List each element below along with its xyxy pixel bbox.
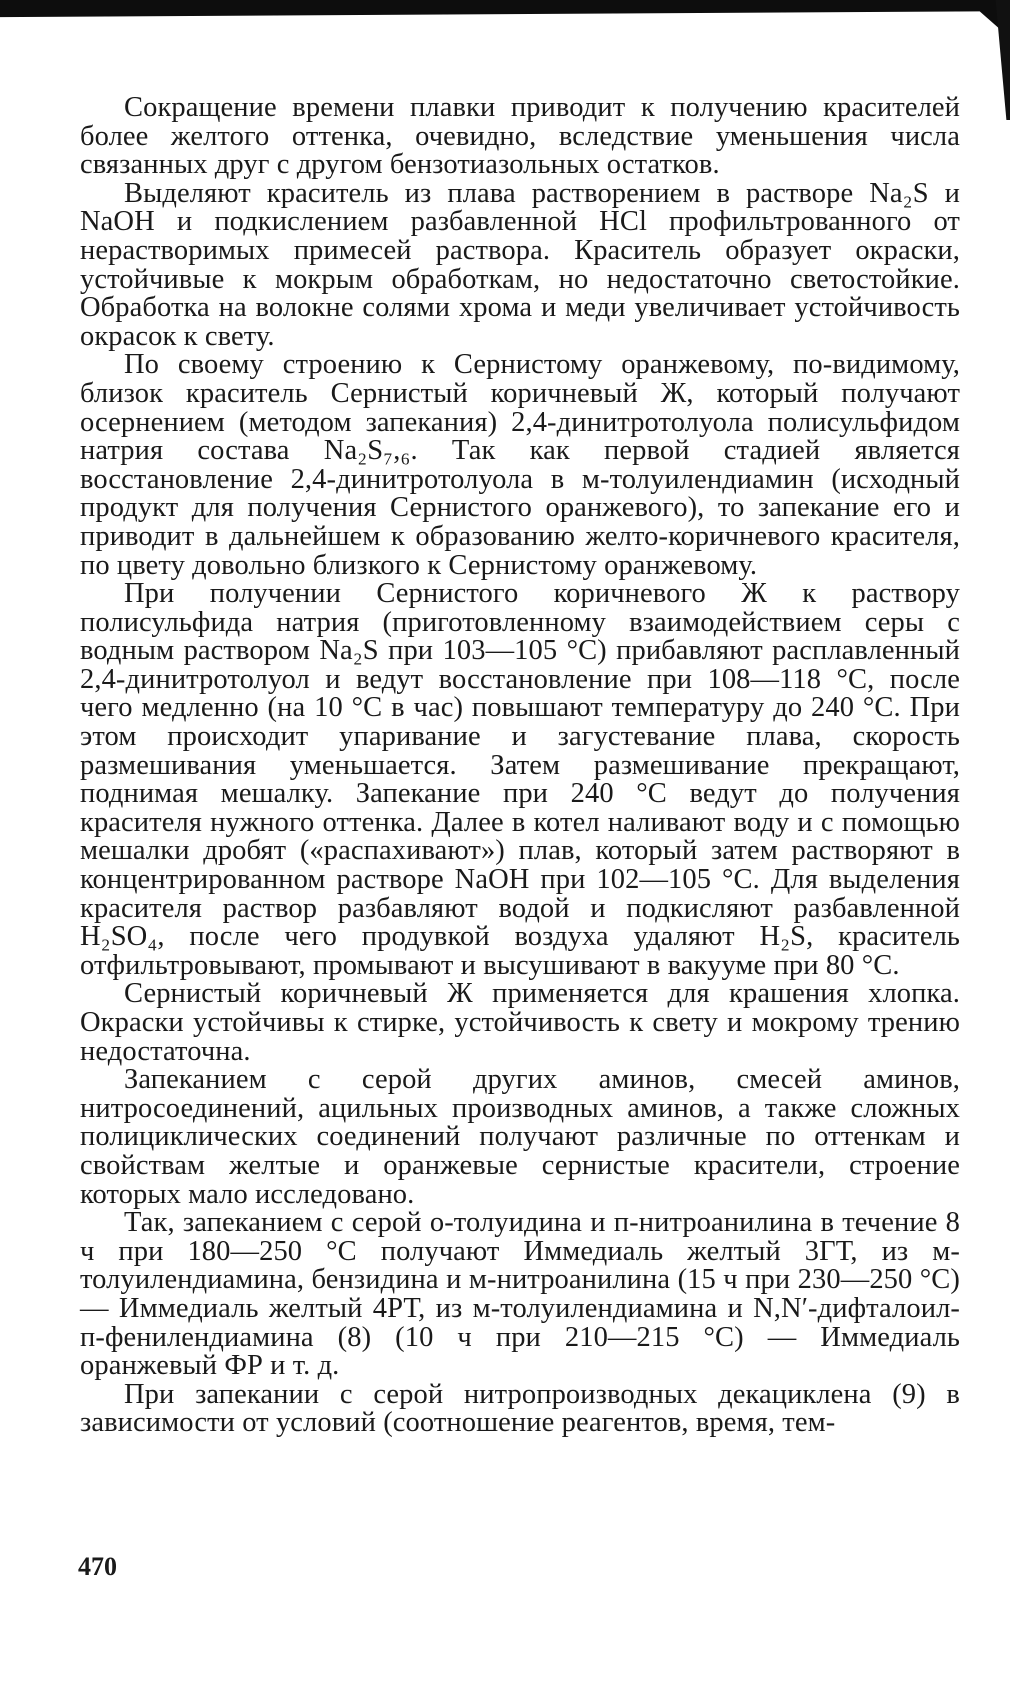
paragraph: По своему строению к Сернистому оранжевому, по-видимому, близок краситель Сернистый коричневый Ж, который получают осернением (методом запекания) 2,4-динитротолуола полисульфидом натрия состава Na₂S₇,₆. Так как первой стадией является восстановление 2,4-динитротолуола в м-толуилендиамин (исходный продукт для получения Сернистого оранжевого), то запекание его и приводит в дальнейшем к образованию желто-коричневого красителя, по цвету довольно близкого к Сернистому оранжевому. <box>80 349 960 581</box>
paragraph: Запеканием с серой других аминов, смесей аминов, нитросоединений, ацильных производных аминов, а также сложных полициклических соединений получают различные по оттенкам и свойствам желтые и оранжевые сернистые красители, строение которых мало исследовано. <box>80 1064 960 1210</box>
paragraph: При запекании с серой нитропроизводных декациклена (9) в зависимости от условий (соотношение реагентов, время, тем- <box>80 1378 960 1439</box>
paragraph: Сернистый коричневый Ж применяется для крашения хлопка. Окраски устойчивы к стирке, устойчивость к свету и мокрому трению недостаточна. <box>80 978 960 1067</box>
page-number: 470 <box>78 1552 117 1581</box>
paragraph: Так, запеканием с серой о-толуидина и п-нитроанилина в течение 8 ч при 180—250 °С получают Иммедиаль желтый 3ГТ, из м-толуилендиамина, бензидина и м-нитроанилина (15 ч при 230—250 °С) — Иммедиаль желтый 4РТ, из м-толуилендиамина и N,N′-дифталоил-п-фенилендиамина (8) (10 ч при 210—215 °С) — Иммедиаль оранжевый ФР и т. д. <box>80 1207 960 1382</box>
page-body <box>80 94 960 1438</box>
paragraph: Сокращение времени плавки приводит к получению красителей более желтого оттенка, очевидно, вследствие уменьшения числа связанных друг с другом бензотиазольных остатков. <box>80 92 960 181</box>
paragraph: Выделяют краситель из плава растворением в растворе Na₂S и NaOH и подкислением разбавленной HCl профильтрованного от нерастворимых примесей раствора. Краситель образует окраски, устойчивые к мокрым обработкам, но недостаточно светостойкие. Обработка на волокне солями хрома и меди увеличивает устойчивость окрасок к свету. <box>80 177 960 352</box>
paragraph: При получении Сернистого коричневого Ж к раствору полисульфида натрия (приготовленному взаимодействием серы с водным раствором Na₂S при 103—105 °С) прибавляют расплавленный 2,4-динитротолуол и ведут восстановление при 108—118 °С, после чего медленно (на 10 °С в час) повышают температуру до 240 °С. При этом происходит упаривание и загустевание плава, скорость размешивания уменьшается. Затем размешивание прекращают, поднимая мешалку. Запекание при 240 °С ведут до получения красителя нужного оттенка. Далее в котел наливают воду и с помощью мешалки дробят («распахивают») плав, который затем растворяют в концентрированном растворе NaOH при 102—105 °С. Для выделения красителя раствор разбавляют водой и подкисляют разбавленной H₂SO₄, после чего продувкой воздуха удаляют H₂S, краситель отфильтровывают, промывают и высушивают в вакууме при 80 °С. <box>80 578 960 981</box>
scan-edge-shadow <box>0 0 1010 38</box>
